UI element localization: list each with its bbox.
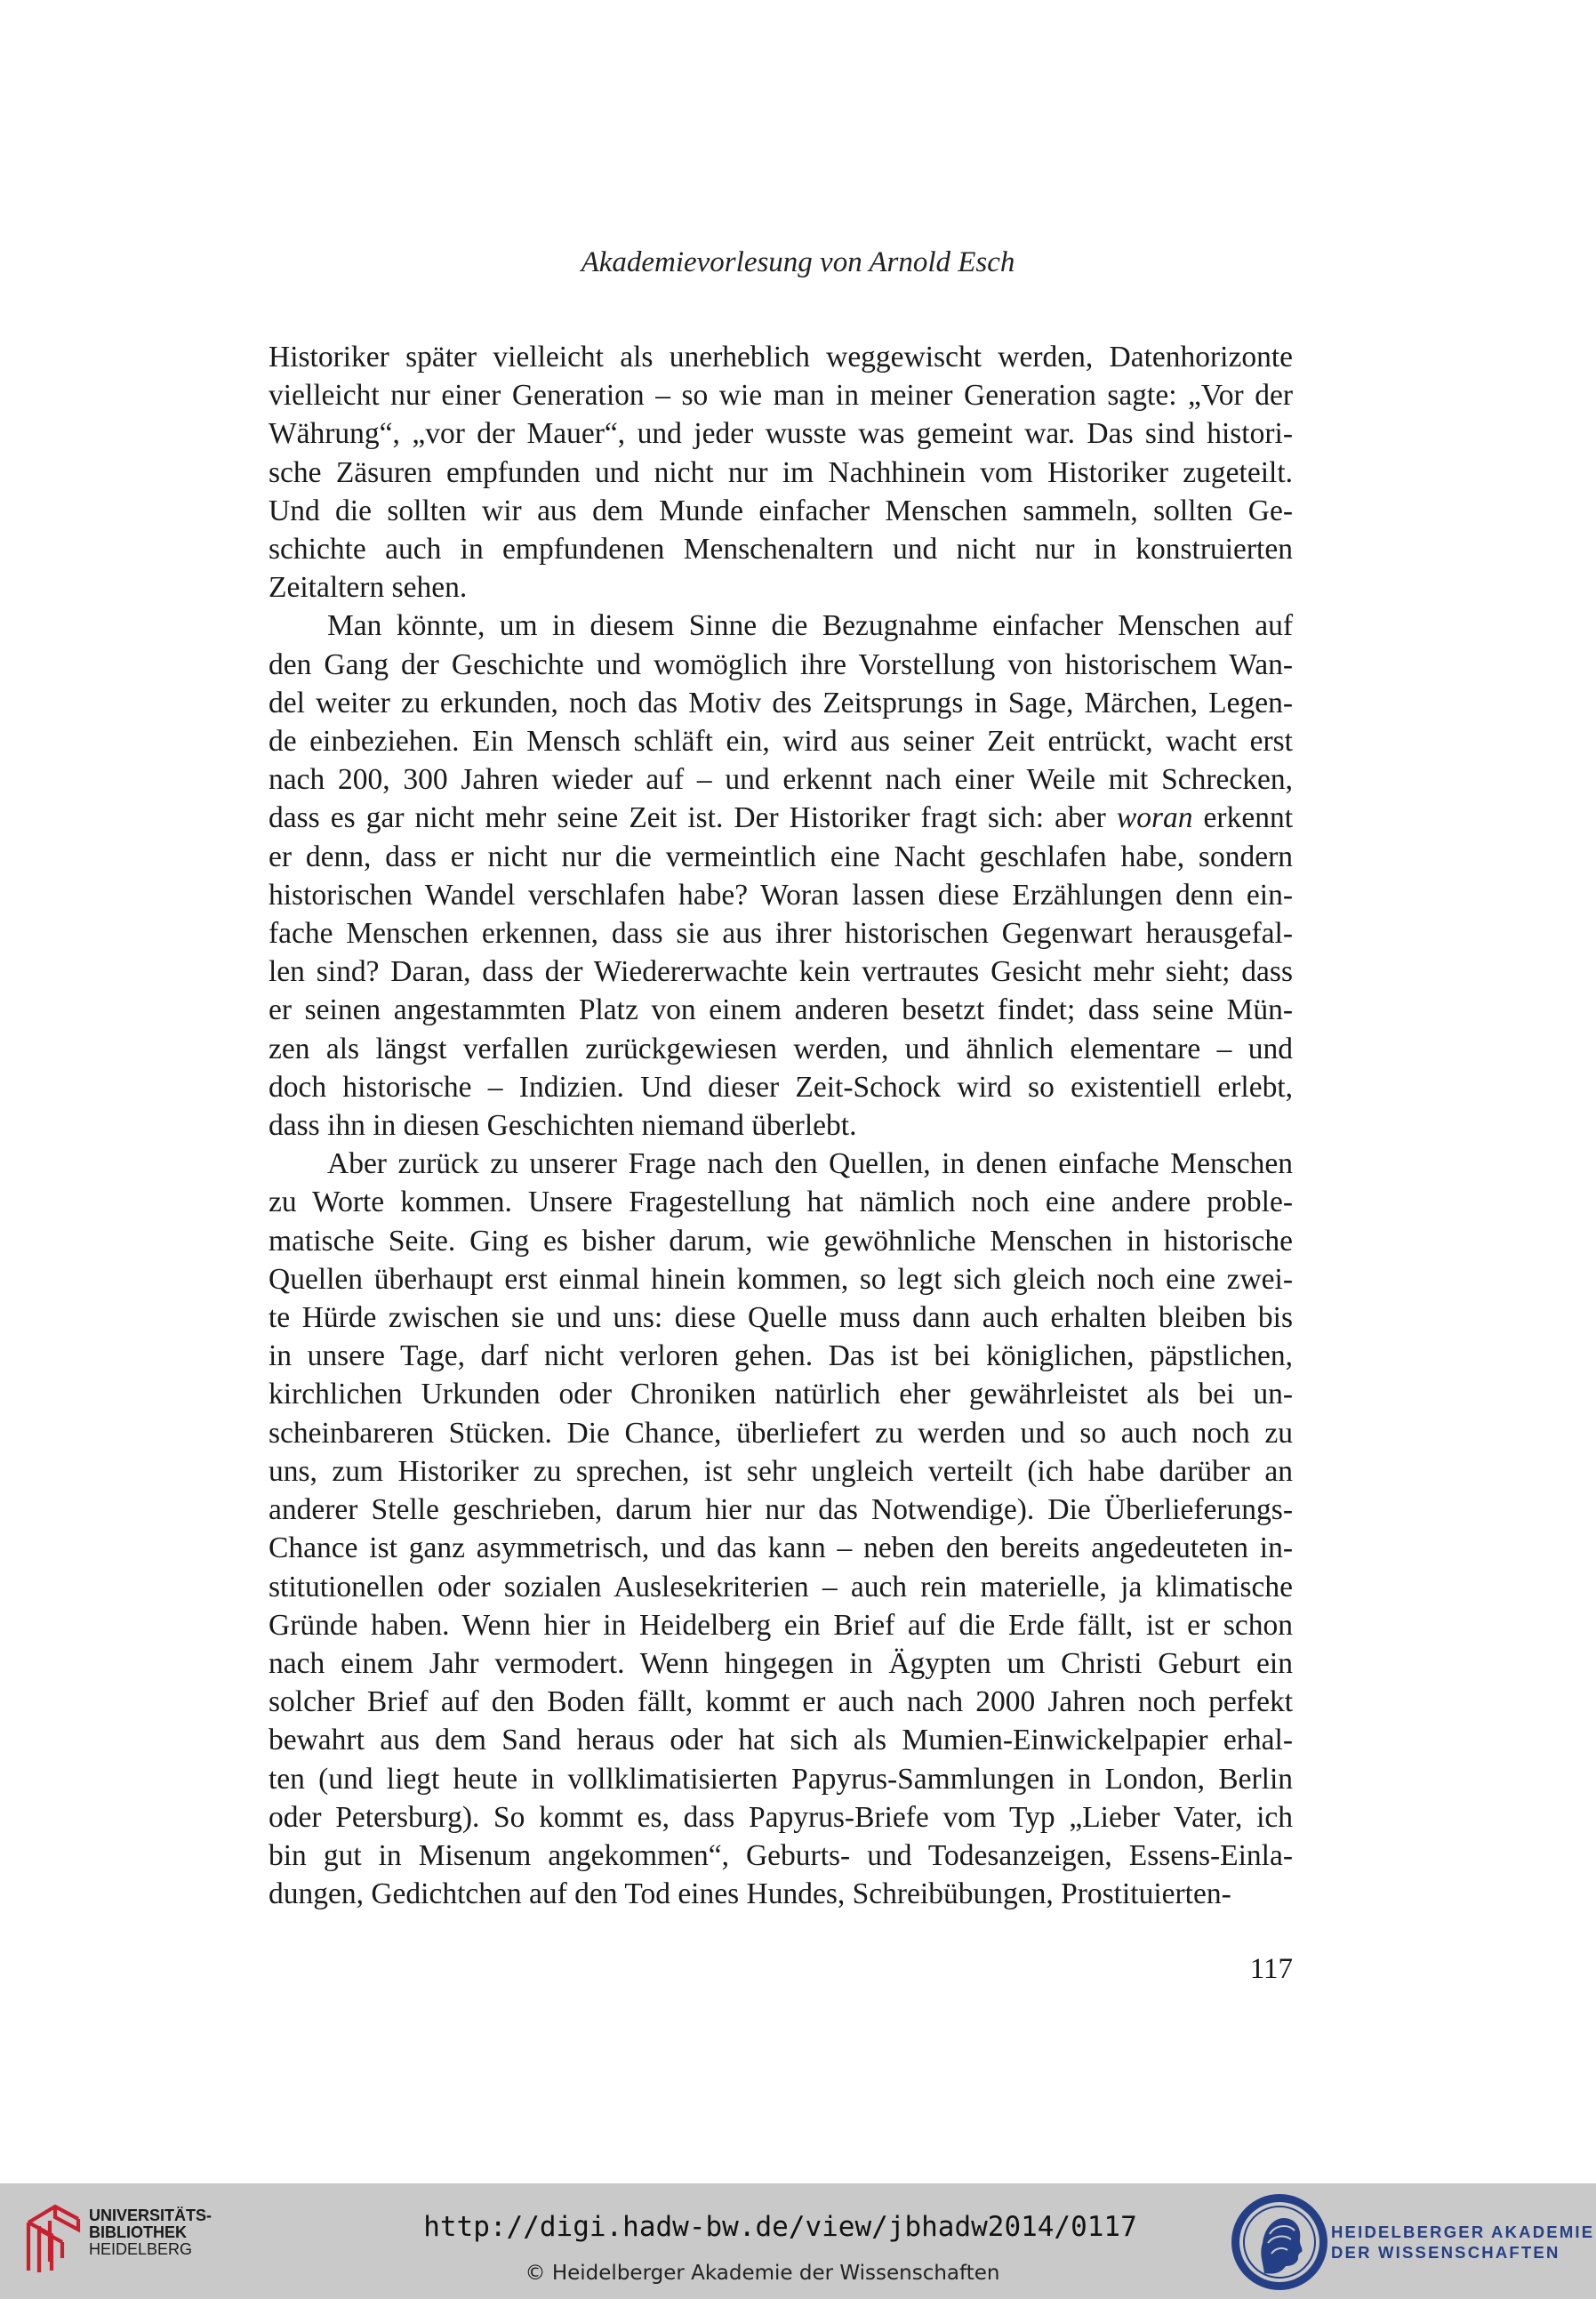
text-line: len sind? Daran, dass der Wiedererwachte kein vertrautes Gesicht mehr sieht; dass [269, 955, 1293, 989]
text-line: ten (und liegt heute in vollklimatisierten Papyrus-Sammlungen in London, Berlin [269, 1762, 1293, 1796]
text-line: zen als längst verfallen zurückgewiesen werden, und ähnlich elementare – und [269, 1032, 1293, 1065]
text-line: anderer Stelle geschrieben, darum hier nur das Notwendige). Die Überlieferungs- [269, 1493, 1293, 1527]
text-line: Chance ist ganz asymmetrisch, und das kann – neben den bereits angedeuteten in- [269, 1531, 1293, 1565]
text-line: dungen, Gedichtchen auf den Tod eines Hundes, Schreibübungen, Prostituierten- [269, 1877, 1231, 1911]
text-line: solcher Brief auf den Boden fällt, kommt er auch nach 2000 Jahren noch perfekt [269, 1685, 1293, 1719]
text-line: zu Worte kommen. Unsere Fragestellung hat nämlich noch eine andere proble- [269, 1186, 1293, 1219]
text-line: er denn, dass er nicht nur die vermeintlich eine Nacht geschlafen habe, sondern [269, 840, 1293, 873]
text-line: Gründe haben. Wenn hier in Heidelberg ein Brief auf die Erde fällt, ist er schon [269, 1608, 1293, 1642]
text-line: er seinen angestammten Platz von einem anderen besetzt findet; dass seine Mün- [269, 993, 1293, 1027]
library-name-line: UNIVERSITÄTS- [89, 2207, 213, 2224]
text-line: Und die sollten wir aus dem Munde einfacher Menschen sammeln, sollten Ge- [269, 494, 1293, 527]
page-body [269, 338, 1293, 1913]
text-line: te Hürde zwischen sie und uns: diese Quelle muss dann auch erhalten bleiben bis [269, 1301, 1293, 1335]
text-line: oder Petersburg). So kommt es, dass Papyrus-Briefe vom Typ „Lieber Vater, ich [269, 1800, 1293, 1834]
text-line: fache Menschen erkennen, dass sie aus ihrer historischen Gegenwart herausgefal- [269, 917, 1293, 951]
text-line: Aber zurück zu unserer Frage nach den Quellen, in denen einfache Menschen [327, 1147, 1293, 1181]
text-line: in unsere Tage, darf nicht verloren gehen. Das ist bei königlichen, päpstlichen, [269, 1339, 1293, 1373]
permalink-url[interactable]: http://digi.hadw-bw.de/view/jbhadw2014/0117 [423, 2211, 1137, 2243]
text-line: kirchlichen Urkunden oder Chroniken natürlich eher gewährleistet als bei un- [269, 1378, 1293, 1411]
text-line: sche Zäsuren empfunden und nicht nur im Nachhinein vom Historiker zugeteilt. [269, 455, 1293, 489]
academy-name-line: HEIDELBERGER AKADEMIE [1331, 2223, 1595, 2241]
academy-seal-icon [1229, 2191, 1330, 2293]
library-name-line: HEIDELBERG [89, 2240, 193, 2258]
text-line: dass es gar nicht mehr seine Zeit ist. Der Historiker fragt sich: aber woran erkennt [269, 801, 1294, 835]
text-line: historischen Wandel verschlafen habe? Woran lassen diese Erzählungen denn ein- [269, 878, 1293, 912]
emphasis: woran [1116, 801, 1193, 835]
copyright-notice: © Heidelberger Akademie der Wissenschaften [525, 2262, 1000, 2285]
text-line: dass ihn in diesen Geschichten niemand überlebt. [269, 1109, 857, 1143]
footer-bar [0, 2183, 1596, 2299]
text-line: Man könnte, um in diesem Sinne die Bezugnahme einfacher Menschen auf [327, 609, 1293, 643]
text-line: Quellen überhaupt erst einmal hinein kommen, so legt sich gleich noch eine zwei- [269, 1262, 1293, 1296]
text-line: del weiter zu erkunden, noch das Motiv des Zeitsprungs in Sage, Märchen, Legen- [269, 686, 1293, 719]
text-line: nach einem Jahr vermodert. Wenn hingegen in Ägypten um Christi Geburt ein [269, 1646, 1293, 1680]
text-line: uns, zum Historiker zu sprechen, ist sehr ungleich verteilt (ich habe darüber an [269, 1454, 1293, 1488]
text-line: doch historische – Indizien. Und dieser Zeit-Schock wird so existentiell erlebt, [269, 1070, 1293, 1104]
text-line: de einbeziehen. Ein Mensch schläft ein, wird aus seiner Zeit entrückt, wacht erst [269, 725, 1293, 759]
library-name-line: BIBLIOTHEK [89, 2223, 187, 2241]
text-line: bewahrt aus dem Sand heraus oder hat sich als Mumien-Einwickelpapier erhal- [269, 1724, 1293, 1757]
text-line: nach 200, 300 Jahren wieder auf – und erkennt nach einer Weile mit Schrecken, [269, 763, 1293, 797]
text-line: vielleicht nur einer Generation – so wie man in meiner Generation sagte: „Vor der [269, 379, 1293, 413]
text-line: scheinbareren Stücken. Die Chance, überliefert zu werden und so auch noch zu [269, 1416, 1293, 1450]
text-line: Währung“, „vor der Mauer“, und jeder wusste was gemeint war. Das sind histori- [269, 417, 1293, 451]
text-line: Zeitaltern sehen. [269, 571, 468, 605]
text-line: bin gut in Misenum angekommen“, Geburts- und Todesanzeigen, Essens-Einla- [269, 1838, 1293, 1872]
body-paragraph [269, 1145, 1293, 1913]
academy-name [1331, 2222, 1594, 2263]
footer-copyright-wrap [0, 2261, 1596, 2286]
text-line: schichte auch in empfundenen Menschenaltern und nicht nur in konstruierten [269, 533, 1293, 567]
running-head: Akademievorlesung von Arnold Esch [581, 246, 1015, 278]
body-paragraph [269, 607, 1293, 1145]
body-paragraph [269, 338, 1293, 607]
page-number: 117 [1249, 1953, 1293, 1985]
text-line: stitutionellen oder sozialen Auslesekriterien – auch rein materielle, ja klimatische [269, 1570, 1293, 1604]
academy-name-line: DER WISSENSCHAFTEN [1331, 2243, 1560, 2262]
text-line: den Gang der Geschichte und womöglich ihre Vorstellung von historischem Wan- [269, 647, 1293, 681]
text-line: matische Seite. Ging es bisher darum, wie gewöhnliche Menschen in historische [269, 1224, 1293, 1258]
text-line: Historiker später vielleicht als unerheblich weggewischt werden, Datenhorizonte [269, 341, 1293, 374]
